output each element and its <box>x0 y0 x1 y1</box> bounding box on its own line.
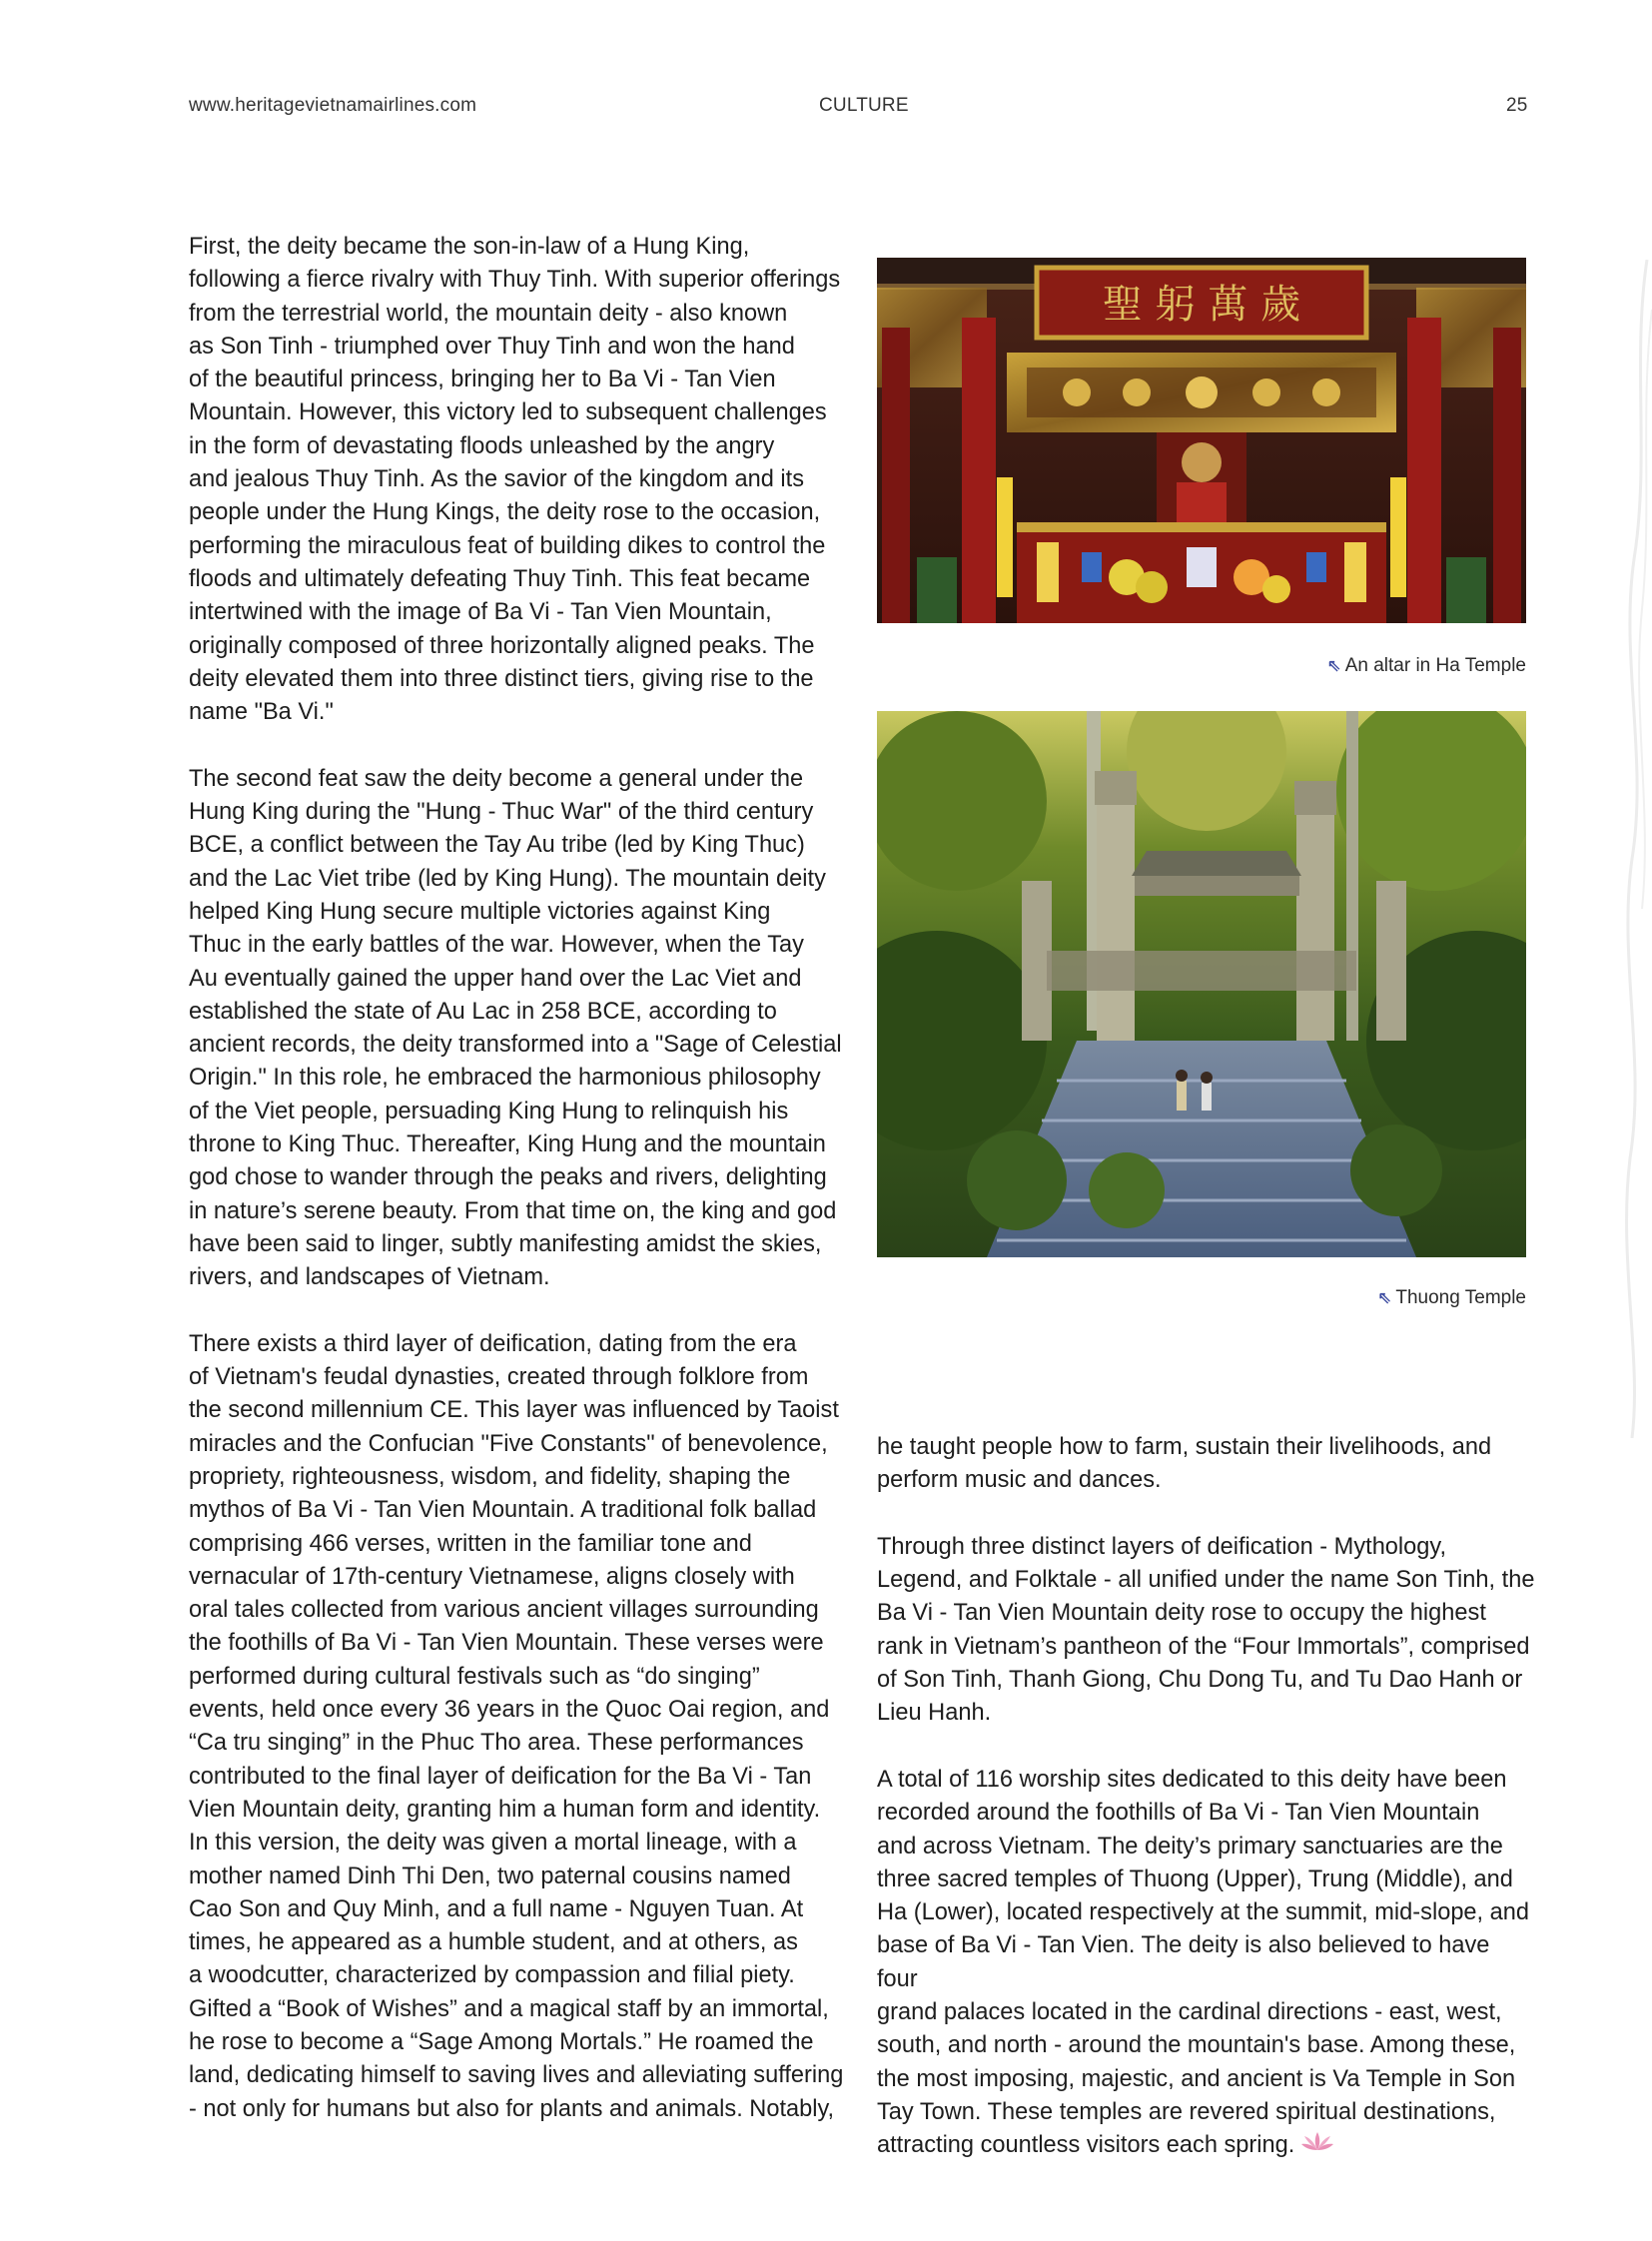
section-label: CULTURE <box>819 95 909 116</box>
altar-photo-caption <box>1326 655 1526 677</box>
altar-sign-text: 聖 躬 萬 歲 <box>1102 282 1301 328</box>
worship-sites-text: A total of 116 worship sites dedicated to this deity have been recorded around the foothills of Ba Vi - Tan Vien Mountain and across Vietnam. The deity’s primary sanctuaries are the three sacred temples of Thuong (Upper), Trung (Middle), and Ha (Lower), located respectively at the summit, mid-slope, and base of Ba Vi - Tan Vien. The deity is also believed to have four grand palaces located in the cardinal directions - east, west, south, and north - around the mountain's base. Among these, the most imposing, majestic, and ancient is Va Temple in Son Tay Town. These temples are revered spiritual destinations, attracting countless visitors each spring. <box>877 1766 1530 2159</box>
paragraph-four-immortals: Through three distinct layers of deification - Mythology, Legend, and Folktale - all unified under the name Son Tinh, the Ba Vi - Tan Vien Mountain deity rose to occupy the highest rank in Vietnam’s pantheon of the “Four Immortals”, comprised of Son Tinh, Thanh Giong, Chu Dong Tu, and Tu Dao Hanh or Lieu Hanh. <box>877 1533 1535 1727</box>
decorative-pattern <box>1612 260 1652 1438</box>
right-column <box>877 1431 1536 2196</box>
temple-caption-text: Thuong Temple <box>1395 1287 1526 1308</box>
arrow-up-left-icon: ⇖ <box>1377 1288 1392 1307</box>
site-url: www.heritagevietnamairlines.com <box>189 95 477 116</box>
paragraph-worship-sites <box>877 1764 1536 2163</box>
altar-photo <box>877 258 1526 623</box>
page-number: 25 <box>1506 95 1528 116</box>
temple-photo-caption <box>1377 1287 1526 1309</box>
left-column <box>189 231 848 2159</box>
paragraph-farming: he taught people how to farm, sustain their livelihoods, and perform music and dances. <box>877 1434 1492 1494</box>
altar-caption-text: An altar in Ha Temple <box>1344 655 1526 676</box>
paragraph-first-feat: First, the deity became the son-in-law of a Hung King, following a fierce rivalry with Thuy Tinh. With superior offerings from the terrestrial world, the mountain deity - also known as Son Tinh - triumphed over Thuy Tinh and won the hand of the beautiful princess, bringing her to Ba Vi - Tan Vien Mountain. However, this victory led to subsequent challenges in the form of devastating floods unleashed by the angry and jealous Thuy Tinh. As the savior of the kingdom and its people under the Hung Kings, the deity rose to the occasion, performing the miraculous feat of building dikes to control the floods and ultimately defeating Thuy Tinh. This feat became intertwined with the image of Ba Vi - Tan Vien Mountain, originally composed of three horizontally aligned peaks. The deity elevated them into three distinct tiers, giving rise to the name "Ba Vi." <box>189 234 841 726</box>
lotus-icon <box>1300 2129 1334 2162</box>
arrow-up-left-icon: ⇖ <box>1326 656 1341 675</box>
paragraph-third-layer: There exists a third layer of deification, dating from the era of Vietnam's feudal dynasties, created through folklore from the second millennium CE. This layer was influenced by Taoist miracles and the Confucian "Five Constants" of benevolence, propriety, righteousness, wisdom, and fidelity, shaping the mythos of Ba Vi - Tan Vien Mountain. A traditional folk ballad comprising 466 verses, written in the familiar tone and vernacular of 17th-century Vietnamese, aligns closely with oral tales collected from various ancient villages surrounding the foothills of Ba Vi - Tan Vien Mountain. These verses were performed during cultural festivals such as “do singing” events, held once every 36 years in the Quoc Oai region, and “Ca tru singing” in the Phuc Tho area. These performances contributed to the final layer of deification for the Ba Vi - Tan Vien Mountain deity, granting him a human form and identity. In this version, the deity was given a mortal lineage, with a mother named Dinh Thi Den, two paternal cousins named Cao Son and Quy Minh, and a full name - Nguyen Tuan. At times, he appeared as a humble student, and at others, as a woodcutter, characterized by compassion and filial piety. Gifted a “Book of Wishes” and a magical staff by an immortal, he rose to become a “Sage Among Mortals.” He roamed the land, dedicating himself to saving lives and alleviating suffering - not only for humans but also for plants and animals. Notably, <box>189 1330 844 2122</box>
paragraph-second-feat: The second feat saw the deity become a general under the Hung King during the "Hung - Thuc War" of the third century BCE, a conflict between the Tay Au tribe (led by King Thuc) and the Lac Viet tribe (led by King Hung). The mountain deity helped King Hung secure multiple victories against King Thuc in the early battles of the war. However, when the Tay Au eventually gained the upper hand over the Lac Viet and established the state of Au Lac in 258 BCE, according to ancient records, the deity transformed into a "Sage of Celestial Origin." In this role, he embraced the harmonious philosophy of the Viet people, persuading King Hung to relinquish his throne to King Thuc. Thereafter, King Hung and the mountain god chose to wander through the peaks and rivers, delighting in nature’s serene beauty. From that time on, the king and god have been said to linger, subtly manifesting amidst the skies, rivers, and landscapes of Vietnam. <box>189 765 842 1291</box>
temple-photo <box>877 711 1526 1257</box>
